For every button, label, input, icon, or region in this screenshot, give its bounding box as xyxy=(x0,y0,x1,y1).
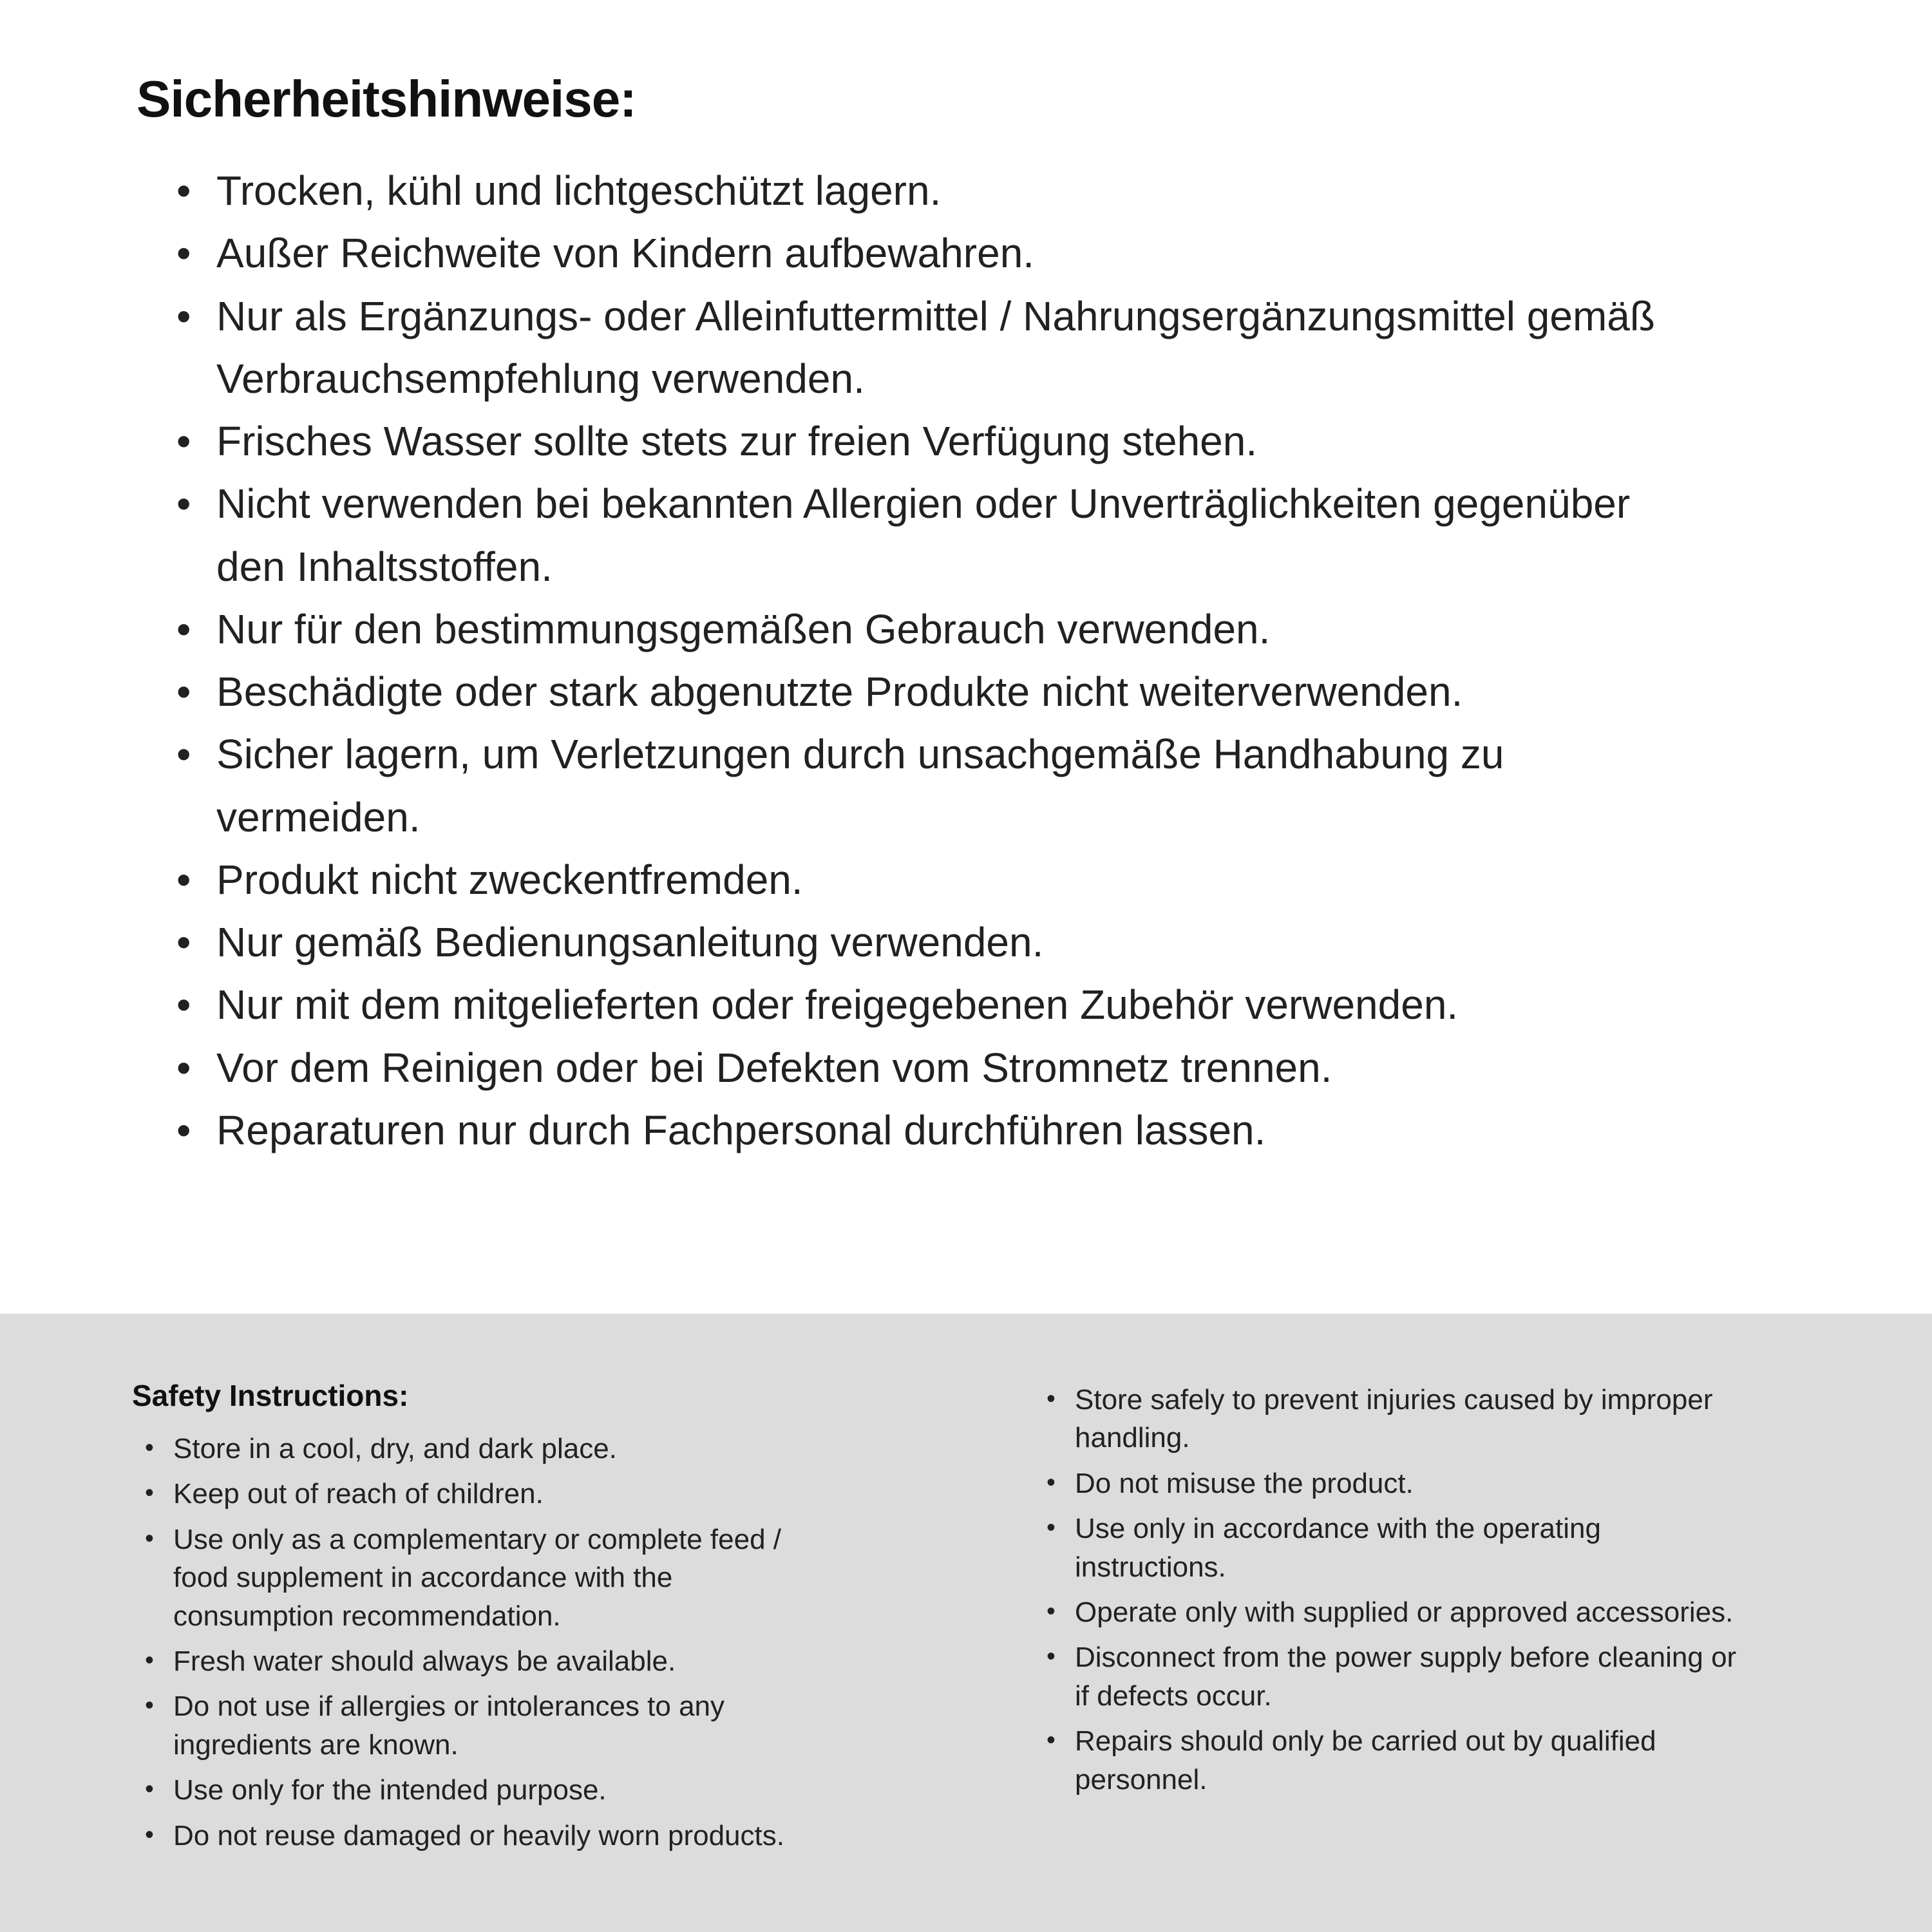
list-item: • Use only for the intended purpose. xyxy=(144,1771,840,1809)
list-item: • Nur gemäß Bedienungsanleitung verwenden. xyxy=(174,911,1694,974)
english-safety-section xyxy=(0,1314,1932,1932)
list-item: • Use only as a complementary or complete feed / food supplement in accordance with the consumption recommendation. xyxy=(144,1520,840,1635)
list-item: • Reparaturen nur durch Fachpersonal durchführen lassen. xyxy=(174,1099,1694,1162)
list-item: • Nur mit dem mitgelieferten oder freigegebenen Zubehör verwenden. xyxy=(174,974,1694,1036)
list-item: • Store in a cool, dry, and dark place. xyxy=(144,1430,840,1468)
list-item: • Nicht verwenden bei bekannten Allergien oder Unverträglichkeiten gegenüber den Inhaltsstoffen. xyxy=(174,473,1694,598)
list-item: • Fresh water should always be available. xyxy=(144,1642,840,1680)
list-item: • Vor dem Reinigen oder bei Defekten vom Stromnetz trennen. xyxy=(174,1037,1694,1099)
german-safety-list xyxy=(174,160,1694,1162)
list-item: • Disconnect from the power supply before cleaning or if defects occur. xyxy=(1045,1638,1755,1715)
english-section-title: Safety Instructions: xyxy=(132,1379,409,1412)
list-item: • Do not reuse damaged or heavily worn products. xyxy=(144,1817,840,1855)
list-item: • Beschädigte oder stark abgenutzte Produkte nicht weiterverwenden. xyxy=(174,661,1694,723)
list-item: • Operate only with supplied or approved accessories. xyxy=(1045,1593,1755,1631)
english-safety-list-right xyxy=(1045,1381,1755,1799)
list-item: • Sicher lagern, um Verletzungen durch unsachgemäße Handhabung zu vermeiden. xyxy=(174,723,1694,849)
list-item: • Do not misuse the product. xyxy=(1045,1464,1755,1502)
list-item: • Außer Reichweite von Kindern aufbewahren. xyxy=(174,222,1694,285)
list-item: • Store safely to prevent injuries caused by improper handling. xyxy=(1045,1381,1755,1457)
list-item: • Repairs should only be carried out by qualified personnel. xyxy=(1045,1722,1755,1799)
english-safety-list-left xyxy=(144,1430,840,1855)
list-item: • Nur als Ergänzungs- oder Alleinfuttermittel / Nahrungsergänzungsmittel gemäß Verbrauchsempfehlung verwenden. xyxy=(174,285,1694,411)
english-left-column xyxy=(132,1378,840,1932)
list-item: • Nur für den bestimmungsgemäßen Gebrauch verwenden. xyxy=(174,598,1694,661)
list-item: • Do not use if allergies or intolerances to any ingredients are known. xyxy=(144,1687,840,1764)
list-item: • Keep out of reach of children. xyxy=(144,1475,840,1513)
german-section-title: Sicherheitshinweise: xyxy=(137,70,636,128)
list-item: • Produkt nicht zweckentfremden. xyxy=(174,849,1694,911)
list-item: • Frisches Wasser sollte stets zur freien Verfügung stehen. xyxy=(174,410,1694,473)
list-item: • Trocken, kühl und lichtgeschützt lagern. xyxy=(174,160,1694,222)
list-item: • Use only in accordance with the operating instructions. xyxy=(1045,1510,1755,1586)
english-right-column xyxy=(1034,1378,1755,1932)
